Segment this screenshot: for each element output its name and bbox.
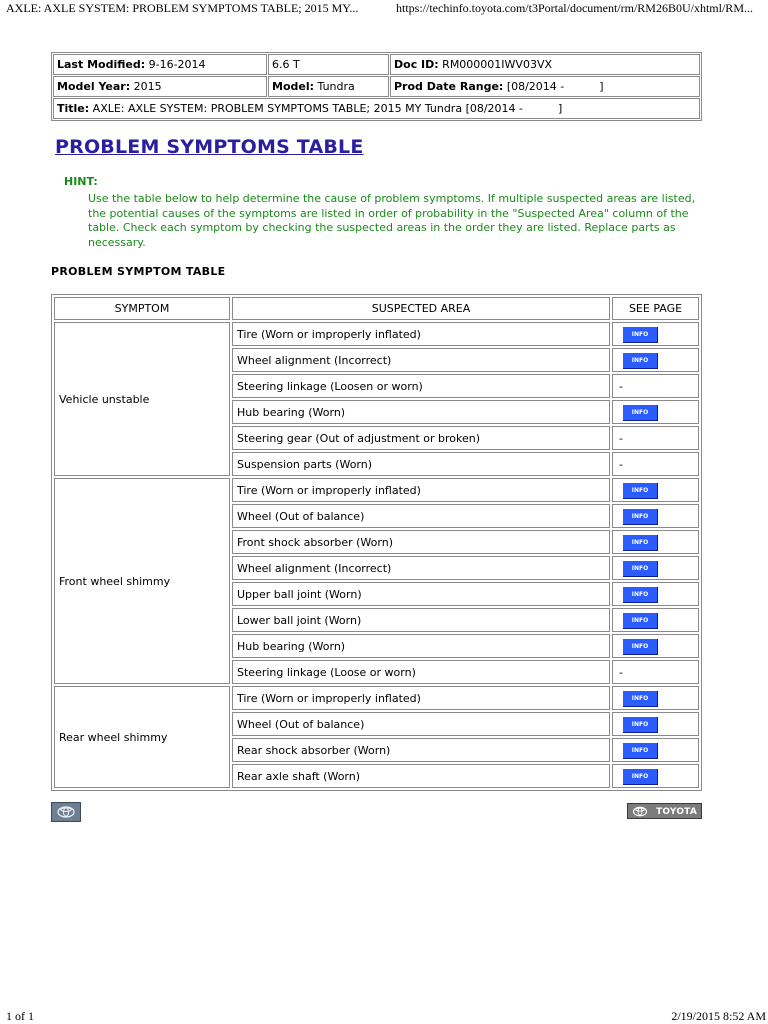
model-cell bbox=[268, 76, 389, 97]
symptom-cell: Rear wheel shimmy bbox=[54, 686, 230, 788]
info-button[interactable]: INFO bbox=[623, 587, 658, 603]
suspected-area-cell: Hub bearing (Worn) bbox=[232, 634, 610, 658]
hint-text: Use the table below to help determine the cause of problem symptoms. If multiple suspected areas are listed, the potential causes of the symptoms are listed in order of probability in the "Suspected Area" column of the table. Check each symptom by checking the suspected areas in the order they are listed. Replace parts as necessary. bbox=[88, 192, 696, 249]
title-cell bbox=[53, 98, 700, 119]
see-page-cell bbox=[612, 556, 699, 580]
model-value: Tundra bbox=[317, 80, 355, 93]
last-modified-label: Last Modified: bbox=[57, 58, 146, 71]
info-button[interactable]: INFO bbox=[623, 769, 658, 785]
info-button[interactable]: INFO bbox=[623, 509, 658, 525]
suspected-area-cell: Wheel alignment (Incorrect) bbox=[232, 556, 610, 580]
suspected-area-cell: Tire (Worn or improperly inflated) bbox=[232, 686, 610, 710]
toyota-nav-left-button[interactable] bbox=[51, 802, 81, 822]
info-button[interactable]: INFO bbox=[623, 613, 658, 629]
suspected-area-cell: Hub bearing (Worn) bbox=[232, 400, 610, 424]
toyota-emblem-icon bbox=[52, 803, 80, 821]
section-title: PROBLEM SYMPTOM TABLE bbox=[51, 265, 226, 278]
see-page-cell bbox=[612, 686, 699, 710]
title-label: Title: bbox=[57, 102, 90, 115]
print-header-title: AXLE: AXLE SYSTEM: PROBLEM SYMPTOMS TABLE; 2015 MY... bbox=[6, 1, 359, 15]
header-see-page: SEE PAGE bbox=[612, 297, 699, 320]
see-page-cell bbox=[612, 400, 699, 424]
info-button[interactable]: INFO bbox=[623, 483, 658, 499]
last-modified-value: 9-16-2014 bbox=[148, 58, 206, 71]
suspected-area-cell: Steering gear (Out of adjustment or broken) bbox=[232, 426, 610, 450]
see-page-cell bbox=[612, 660, 699, 684]
hint-label: HINT: bbox=[64, 175, 98, 188]
symptom-cell: Vehicle unstable bbox=[54, 322, 230, 476]
see-page-cell bbox=[612, 634, 699, 658]
print-footer-timestamp: 2/19/2015 8:52 AM bbox=[671, 1009, 766, 1023]
info-button[interactable]: INFO bbox=[623, 561, 658, 577]
table-header-row bbox=[54, 297, 699, 320]
suspected-area-cell: Steering linkage (Loose or worn) bbox=[232, 660, 610, 684]
doc-id-value: RM000001IWV03VX bbox=[442, 58, 552, 71]
info-button[interactable]: INFO bbox=[623, 691, 658, 707]
table-row bbox=[54, 478, 699, 502]
no-page-dash: - bbox=[619, 431, 623, 445]
toyota-brand-label: TOYOTA bbox=[656, 807, 697, 817]
problem-symptom-table bbox=[51, 294, 702, 791]
see-page-cell bbox=[612, 608, 699, 632]
see-page-cell bbox=[612, 478, 699, 502]
info-button[interactable]: INFO bbox=[623, 743, 658, 759]
see-page-cell bbox=[612, 582, 699, 606]
see-page-cell bbox=[612, 426, 699, 450]
info-button[interactable]: INFO bbox=[623, 639, 658, 655]
suspected-area-cell: Tire (Worn or improperly inflated) bbox=[232, 322, 610, 346]
doc-id-cell bbox=[390, 54, 700, 75]
print-header-url: https://techinfo.toyota.com/t3Portal/document/rm/RM26B0U/xhtml/RM... bbox=[396, 1, 753, 15]
print-footer bbox=[0, 1006, 768, 1024]
see-page-cell bbox=[612, 530, 699, 554]
table-row bbox=[54, 322, 699, 346]
document-meta-table bbox=[51, 52, 702, 121]
suspected-area-cell: Tire (Worn or improperly inflated) bbox=[232, 478, 610, 502]
header-symptom: SYMPTOM bbox=[54, 297, 230, 320]
symptom-cell: Front wheel shimmy bbox=[54, 478, 230, 684]
see-page-cell bbox=[612, 348, 699, 372]
prod-date-label: Prod Date Range: bbox=[394, 80, 504, 93]
info-button[interactable]: INFO bbox=[623, 717, 658, 733]
print-header bbox=[0, 0, 768, 20]
see-page-cell bbox=[612, 738, 699, 762]
see-page-cell bbox=[612, 712, 699, 736]
model-year-cell bbox=[53, 76, 267, 97]
suspected-area-cell: Wheel alignment (Incorrect) bbox=[232, 348, 610, 372]
see-page-cell bbox=[612, 764, 699, 788]
doc-id-label: Doc ID: bbox=[394, 58, 439, 71]
info-button[interactable]: INFO bbox=[623, 353, 658, 369]
page-title: PROBLEM SYMPTOMS TABLE bbox=[55, 136, 364, 158]
suspected-area-cell: Lower ball joint (Worn) bbox=[232, 608, 610, 632]
last-modified-cell bbox=[53, 54, 267, 75]
suspected-area-cell: Suspension parts (Worn) bbox=[232, 452, 610, 476]
header-suspected-area: SUSPECTED AREA bbox=[232, 297, 610, 320]
see-page-cell bbox=[612, 452, 699, 476]
table-row bbox=[54, 686, 699, 710]
model-year-value: 2015 bbox=[133, 80, 162, 93]
model-year-label: Model Year: bbox=[57, 80, 131, 93]
engine-value: 6.6 T bbox=[272, 58, 300, 71]
engine-cell bbox=[268, 54, 389, 75]
suspected-area-cell: Wheel (Out of balance) bbox=[232, 504, 610, 528]
info-button[interactable]: INFO bbox=[623, 405, 658, 421]
info-button[interactable]: INFO bbox=[623, 535, 658, 551]
see-page-cell bbox=[612, 374, 699, 398]
model-label: Model: bbox=[272, 80, 315, 93]
toyota-nav-right-button[interactable] bbox=[627, 803, 702, 819]
suspected-area-cell: Upper ball joint (Worn) bbox=[232, 582, 610, 606]
see-page-cell bbox=[612, 504, 699, 528]
suspected-area-cell: Rear shock absorber (Worn) bbox=[232, 738, 610, 762]
title-value: AXLE: AXLE SYSTEM: PROBLEM SYMPTOMS TABLE; 2015 MY Tundra [08/2014 - ] bbox=[92, 102, 563, 115]
no-page-dash: - bbox=[619, 379, 623, 393]
see-page-cell bbox=[612, 322, 699, 346]
print-footer-page: 1 of 1 bbox=[6, 1009, 34, 1023]
no-page-dash: - bbox=[619, 457, 623, 471]
suspected-area-cell: Rear axle shaft (Worn) bbox=[232, 764, 610, 788]
info-button[interactable]: INFO bbox=[623, 327, 658, 343]
suspected-area-cell: Steering linkage (Loosen or worn) bbox=[232, 374, 610, 398]
prod-date-value: [08/2014 - ] bbox=[506, 80, 604, 93]
prod-date-cell bbox=[390, 76, 700, 97]
suspected-area-cell: Front shock absorber (Worn) bbox=[232, 530, 610, 554]
toyota-emblem-icon bbox=[632, 805, 648, 818]
suspected-area-cell: Wheel (Out of balance) bbox=[232, 712, 610, 736]
no-page-dash: - bbox=[619, 665, 623, 679]
